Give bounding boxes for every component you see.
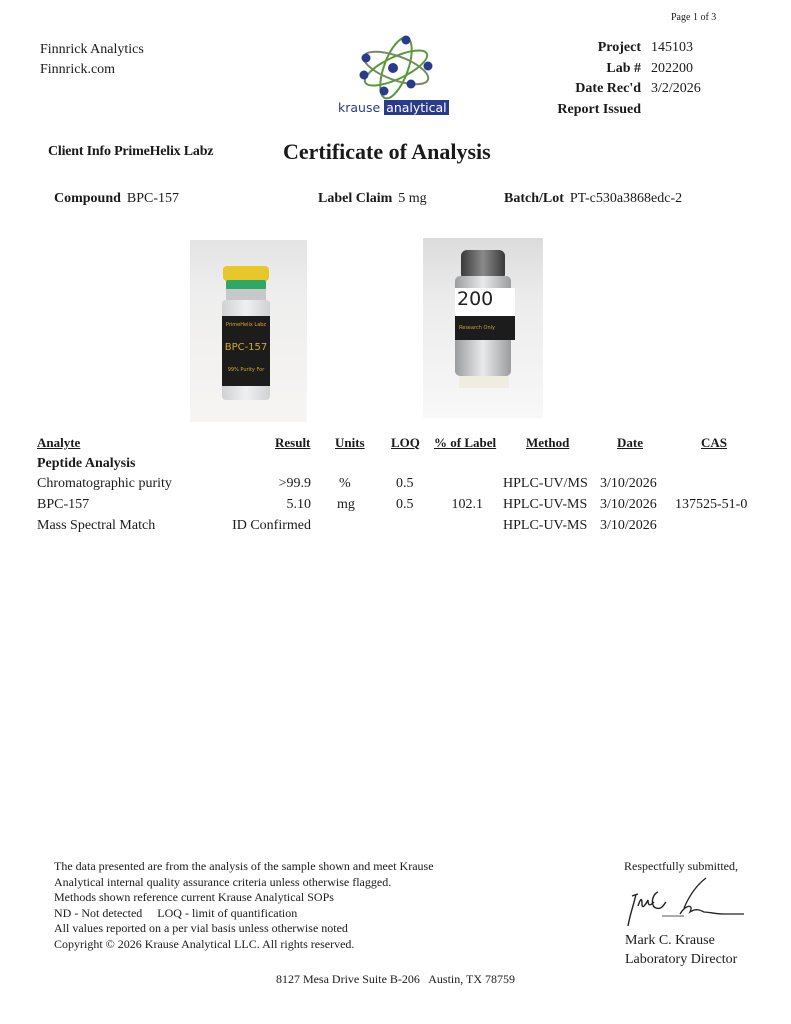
issuer-name: Finnrick Analytics <box>40 42 144 57</box>
signature-image <box>624 874 749 930</box>
footer-notes <box>54 859 434 952</box>
lab-sticker: 200 <box>455 288 515 316</box>
page-indicator: Page 1 of 3 <box>671 12 717 23</box>
issuer-block <box>40 40 144 80</box>
meta-lab-number: Lab # 202200 <box>606 60 693 76</box>
meta-report-issued: Report Issued <box>557 101 641 117</box>
compound-field: Compound BPC-157 <box>54 191 180 206</box>
header-method: Method <box>526 435 570 450</box>
header-loq: LOQ <box>391 435 420 450</box>
vial-brand: PrimeHelix Labz <box>225 322 267 328</box>
header-pct-label: % of Label <box>434 435 497 450</box>
report-meta <box>557 38 713 120</box>
label-claim-field: Label Claim 5 mg <box>318 191 427 206</box>
vial-product: BPC-157 <box>224 342 268 353</box>
closing-text: Respectfully submitted, <box>624 859 738 873</box>
batch-lot-field: Batch/Lot PT-c530a3868edc-2 <box>504 191 683 206</box>
issuer-website: Finnrick.com <box>40 62 116 77</box>
signer-title: Laboratory Director <box>625 951 738 967</box>
signature-icon <box>624 874 749 930</box>
client-label: Client Info <box>48 144 111 159</box>
page-title: Certificate of Analysis <box>283 139 491 164</box>
client-name: PrimeHelix Labz <box>114 144 214 159</box>
signer-name: Mark C. Krause <box>625 933 715 948</box>
header-analyte: Analyte <box>37 435 81 450</box>
note-line: ND - Not detected LOQ - limit of quantification <box>54 905 298 920</box>
note-line: Analytical internal quality assurance criteria unless otherwise flagged. <box>54 874 392 889</box>
header-date: Date <box>617 435 643 450</box>
meta-date-received: Date Rec'd 3/2/2026 <box>575 81 701 96</box>
client-info <box>48 144 213 160</box>
lab-address: 8127 Mesa Drive Suite B-206 Austin, TX 78759 <box>275 972 516 986</box>
signer-block <box>625 932 737 969</box>
batch-lot-value: PT-c530a3868edc-2 <box>569 191 683 206</box>
header-cas: CAS <box>701 435 728 450</box>
compound-value: BPC-157 <box>126 191 180 206</box>
header-units: Units <box>335 435 365 450</box>
vial-back-photo <box>423 238 543 418</box>
section-title: Peptide Analysis <box>37 456 136 471</box>
logo-word-krause: krause <box>338 100 381 115</box>
vial-front-photo <box>190 240 307 422</box>
vial-purity: 99% Purity For <box>227 367 265 373</box>
logo-word-analytical: analytical <box>386 100 447 115</box>
krause-analytical-logo <box>336 30 456 120</box>
note-line: The data presented are from the analysis of the sample shown and meet Krause <box>54 859 434 873</box>
note-line: Methods shown reference current Krause Analytical SOPs <box>54 890 334 904</box>
label-claim-value: 5 mg <box>398 191 427 206</box>
meta-project: Project 145103 <box>597 40 693 55</box>
header-result: Result <box>275 435 311 450</box>
note-line: Copyright © 2026 Krause Analytical LLC. All rights reserved. <box>54 936 355 951</box>
note-line: All values reported on a per vial basis unless otherwise noted <box>54 921 348 935</box>
vial-back-label: Research Only <box>455 316 515 340</box>
